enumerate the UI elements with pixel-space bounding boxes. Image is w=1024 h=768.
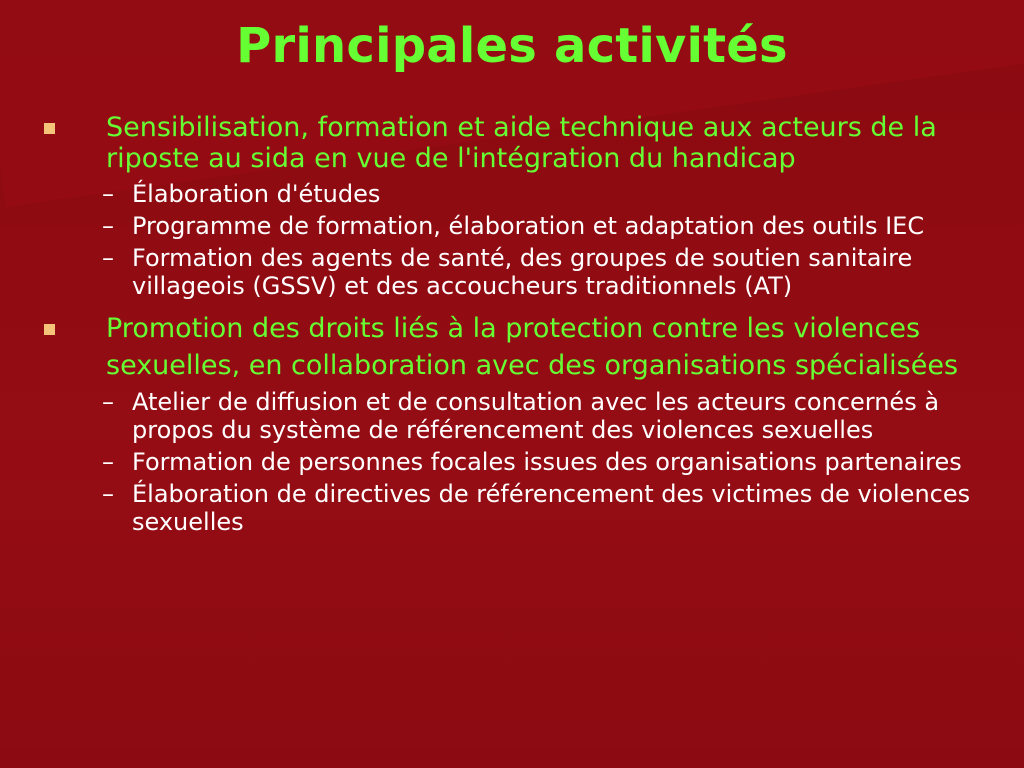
bullet-item-1	[38, 112, 998, 300]
dash-bullet-icon: –	[102, 212, 114, 240]
sub-bullet-item	[92, 480, 998, 536]
sub-bullet-text: Élaboration d'études	[132, 180, 381, 208]
bullet-list	[38, 112, 998, 536]
dash-bullet-icon: –	[102, 480, 114, 508]
dash-bullet-icon: –	[102, 244, 114, 272]
sub-bullet-text: Formation de personnes focales issues des organisations partenaires	[132, 448, 962, 476]
sub-bullet-item	[92, 244, 998, 300]
slide-title: Principales activités	[236, 18, 788, 74]
dash-bullet-icon: –	[102, 448, 114, 476]
sub-bullet-item	[92, 388, 998, 444]
bullet-text: Promotion des droits liés à la protection contre les violences sexuelles, en collaboration avec des organisations spécialisées	[106, 313, 959, 381]
sub-bullet-text: Programme de formation, élaboration et adaptation des outils IEC	[132, 212, 925, 240]
sub-bullet-item	[92, 212, 998, 240]
sub-bullet-text: Élaboration de directives de référencement des victimes de violences sexuelles	[132, 480, 971, 536]
sub-bullet-text: Atelier de diffusion et de consultation avec les acteurs concernés à propos du système de référencement des violences sexuelles	[132, 388, 940, 444]
square-bullet-icon	[44, 123, 55, 134]
sub-bullet-item	[92, 448, 998, 476]
dash-bullet-icon: –	[102, 388, 114, 416]
sub-bullet-text: Formation des agents de santé, des groupes de soutien sanitaire villageois (GSSV) et des accoucheurs traditionnels (AT)	[132, 244, 913, 300]
bullet-item-2	[38, 310, 998, 536]
sub-bullet-list	[92, 388, 998, 536]
sub-bullet-item	[92, 180, 998, 208]
square-bullet-icon	[44, 324, 55, 335]
dash-bullet-icon: –	[102, 180, 114, 208]
bullet-text: Sensibilisation, formation et aide technique aux acteurs de la riposte au sida en vue de l'intégration du handicap	[106, 112, 937, 174]
sub-bullet-list	[92, 180, 998, 300]
